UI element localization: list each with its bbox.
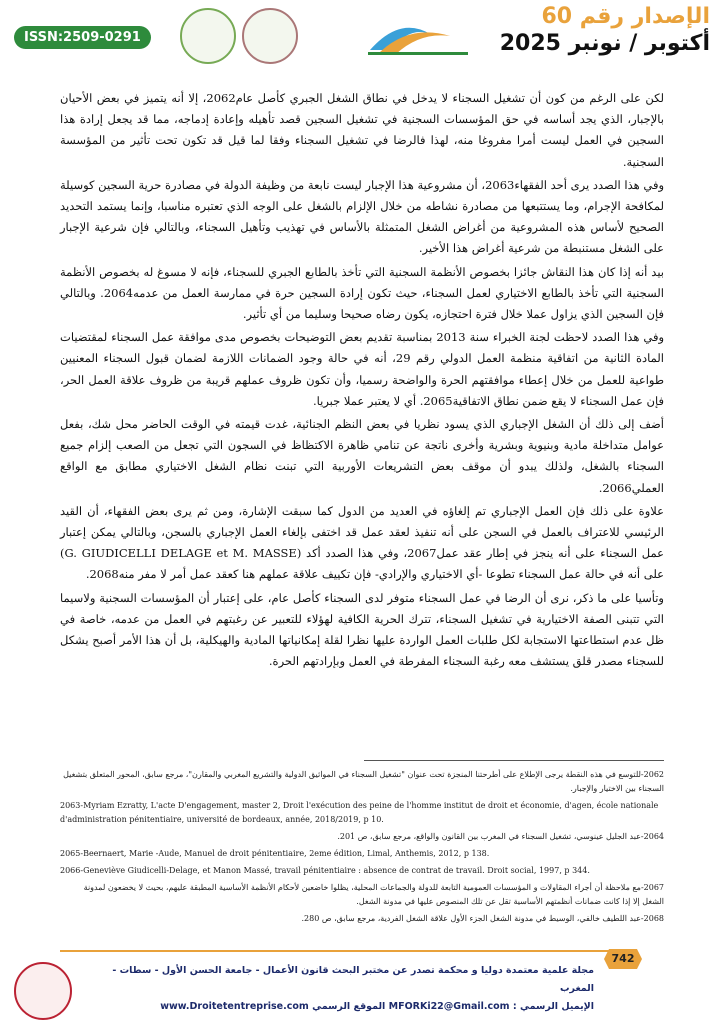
paragraph: وتأسيا على ما ذكر، نرى أن الرضا في عمل السجناء متوفر لدى السجناء كأصل عام، على إعتبار أن المؤسسات السجنية ولاسيما التي تتبنى الصفة الاختيارية في تشغيل السجناء، تترك الحرية الكافية لهؤلاء للتعبير عن رغبتهم في العمل من عدمه، خاصة في ظل عدم استطاعتها الاستجابة لكل طلبات العمل الواردة عليها نظرا لقلة إمكانياتها المادية والهيكلية، بل أن هذا الأمر أصبح يشكل للسجناء مصدر قلق يستشف معه رغبة السجناء المفرطة في العمل وبإرادتهم الحرة. bbox=[60, 590, 664, 669]
footnote: 2062-للتوسع في هذه النقطة يرجى الإطلاع على أطرحتنا المنجزة تحت عنوان "تشغيل السجناء في المواثيق الدولية والتشريع المغربي والمقارن"، مرجع سابق، المحور المتعلق بتشغيل السجناء بين الاختيار والإجبار. bbox=[63, 770, 664, 793]
issue-info bbox=[500, 4, 710, 56]
page-number: 742 bbox=[611, 952, 635, 965]
header-logos bbox=[150, 4, 450, 64]
issue-number: الإصدار رقم 60 bbox=[541, 4, 710, 29]
lab-logo-icon bbox=[180, 8, 236, 64]
paragraph: لكن على الرغم من كون أن تشغيل السجناء لا يدخل في نطاق الشغل الجبري كأصل عام2062، إلا أنه يتميز في بعض الأحيان بالإجبار، الذي يجد أساسه في حق المؤسسات السجنية في تشغيل السجين قصد تأهيله وإعادة إدماجه، مما قد يجعل إرادة هذا السجين في العمل ليست أمرا مفروغا منه، لهذا فالرضا في تشغيل السجناء وفقا لما قيل قد تكون تحت تأثير من المؤسسة السجنية. bbox=[60, 91, 665, 169]
footnote: 2065-Beernaert, Marie -Aude, Manuel de droit pénitentiaire, 2eme édition, Limal, Anthemis, 2012, p 138. bbox=[60, 849, 490, 858]
footer-contact-line: الإيميل الرسمي : MFORKi22@Gmail.com الموقع الرسمي www.Droitetentreprise.com bbox=[160, 1001, 594, 1012]
article-body bbox=[60, 88, 664, 674]
page-header bbox=[0, 0, 724, 66]
university-logo-icon bbox=[242, 8, 298, 64]
issn-badge: ISSN:2509-0291 bbox=[14, 26, 151, 49]
paragraph: علاوة على ذلك فإن العمل الإجباري تم إلغاؤه في العديد من الدول كما سبقت الإشارة، ومن ثم يرى بعض الفقهاء، أن القيد الرئيسي للاعتراف بالعمل في السجن على أنه تنفيذ لعقد عمل قد اختفى بإلغاء العمل الإجباري بالسجن، وبالتالي يمكن إعتبار عمل السجناء على أنه ينجز في إطار عقد عمل2067، وفي هذا الصدد أكد (G. GIUDICELLI DELAGE et M. MASSE) على أنه في حالة عمل السجناء تطوعا -أي الاختياري والإرادي- فإن تكييف علاقة عملهم هنا كعقد عمل أمر لا مفر منه2068. bbox=[60, 503, 664, 582]
footnote: 2063-Myriam Ezratty, L'acte D'engagement, master 2, Droit l'exécution des peine de l'homme institut de droit et économie, d'agen, école nationale d'administration pénitentiaire, université de bordeaux, année, 2018/2019, p 10. bbox=[60, 801, 659, 824]
footer-seal-icon bbox=[14, 962, 72, 1020]
footnote: 2066-Geneviève Giudicelli-Delage, et Manon Massé, travail pénitentiaire : absence de contrat de travail. Droit social, 1997, p 344. bbox=[60, 866, 590, 875]
paragraph: وفي هذا الصدد لاحظت لجنة الخبراء سنة 2013 بمناسبة تقديم بعض التوضيحات بخصوص مدى موافقة عمل السجناء لمقتضيات المادة الثانية من اتفاقية منظمة العمل الدولي رقم 29، أنه في حالة وجود الضمانات اللازمة لضمان قبول السجناء المعنيين طواعية للعمل من خلال إعطاء موافقتهم الحرة والواضحة رسميا، وأن تكون ظروف عملهم قريبة من ظروف علاقة العمل الحر، فإن عمل السجناء لا يقع ضمن نطاق الاتفاقية2065. أي لا يعتبر عملا جبريا. bbox=[60, 330, 665, 408]
footnote: 2067-مع ملاحظة أن أجراء المقاولات و المؤسسات العمومية التابعة للدولة والجماعات المحلية، يظلوا خاضعين لأحكام الأنظمة الأساسية المطبقة عليهم، بحيث لا يخضعون لمدونة الشغل إلا إذا كانت ضمانات أنظمتهم الأساسية تقل عن تلك المنصوص عليها في مدونة الشغل. bbox=[83, 883, 664, 906]
footer-divider bbox=[60, 950, 624, 952]
footnote: 2064-عبد الجليل عينوسي، تشغيل السجناء في المغرب بين القانون والواقع، مرجع سابق، ص 201. bbox=[337, 832, 664, 841]
footnotes bbox=[60, 768, 664, 929]
footnote-separator bbox=[364, 760, 664, 761]
footer-journal-line: مجلة علمية معتمدة دوليا و محكمة تصدر عن مختبر البحث قانون الأعمال - جامعة الحسن الأول - سطات - المغرب bbox=[112, 965, 594, 994]
page-number-badge bbox=[603, 948, 643, 970]
journal-logo-icon bbox=[360, 6, 480, 62]
issue-date: أكتوبر / نونبر 2025 bbox=[499, 31, 710, 56]
page-footer bbox=[100, 962, 594, 1016]
paragraph: أضف إلى ذلك أن الشغل الإجباري الذي يسود نظريا في بعض النظم الجنائية، غدت قيمته في الوقت الحاضر محل شك، بفعل عوامل متداخلة مادية وبنيوية وبشرية وأخرى ناتجة عن تنامي ظاهرة الاكتظاظ في السجون التي تجعل من الصعب إلزام جميع السجناء بالشغل، ولذلك يبدو أن موقف بعض التشريعات الأوربية التي تبنت نظام الشغل الاختياري مطابق مع الواقع العملي2066. bbox=[60, 417, 664, 495]
paragraph: وفي هذا الصدد يرى أحد الفقهاء2063، أن مشروعية هذا الإجبار ليست نابعة من وظيفة الدولة في مصادرة حرية السجين كوسيلة لمكافحة الإجرام، وما يستتبعها من مصادرة نشاطه من خلال الإلزام بالشغل على الوجه الذي تعتبره مناسبا، وإنما يستمد التحديد الصحيح لأساس هذه المشروعية من أغراض الشغل المتمثلة بالأساس في تهذيب وتأهيل السجناء، وبالتالي فإن شرعية الإجبار على الشغل مستنبطة من شرعية أغراض هذا الأخير. bbox=[60, 177, 664, 256]
paragraph: بيد أنه إذا كان هذا النقاش جائزا بخصوص الأنظمة السجنية التي تأخذ بالطابع الجبري للسجناء، فإنه لا مسوغ له بخصوص الأنظمة السجنية التي تأخذ بالطابع الاختياري لعمل السجناء، حيث تكون إرادة السجين حرة في ممارسة العمل من عدمه2064. وبالتالي فإن السجين الذي يزاول عملا خلال فترة احتجازه، يكون رضاه صحيحا وسليما من أي تأثير. bbox=[60, 264, 664, 322]
footnote: 2068-عبد اللطيف خالفي، الوسيط في مدونة الشغل الجزء الأول علاقة الشغل الفردية، مرجع سابق، ص 280. bbox=[301, 914, 664, 923]
